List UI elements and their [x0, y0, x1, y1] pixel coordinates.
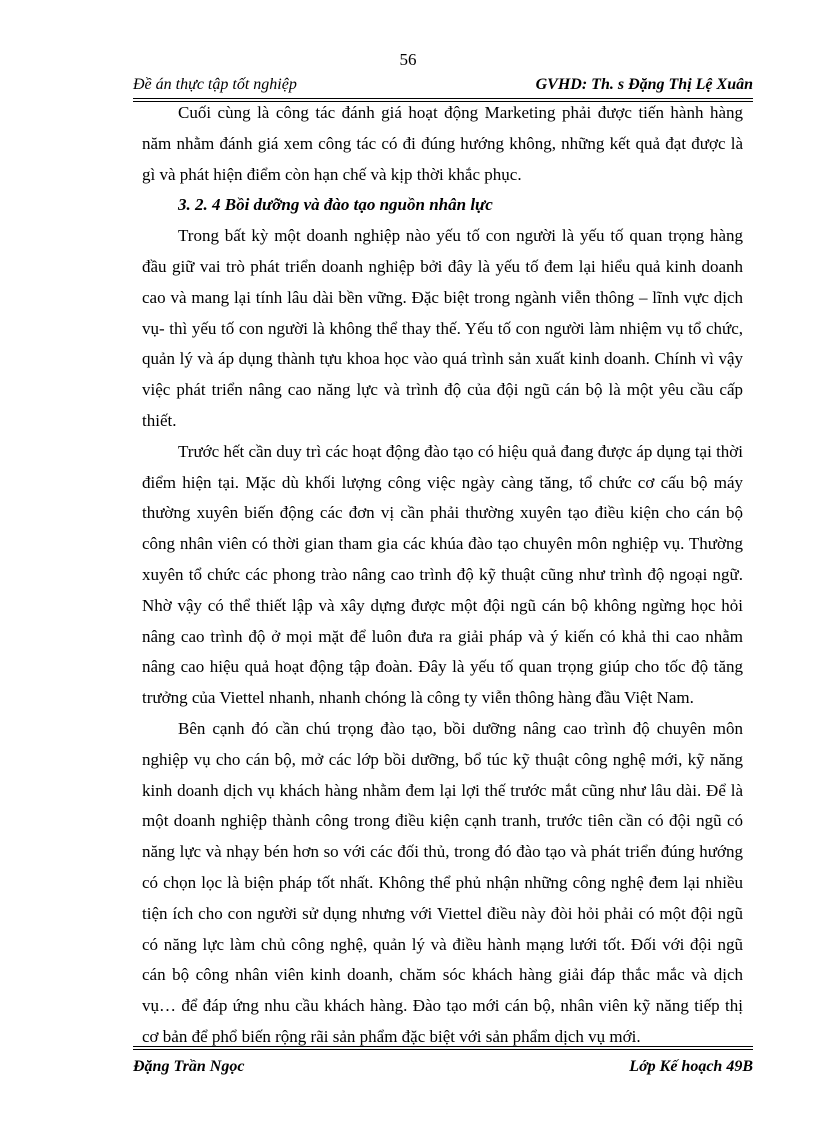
header-supervisor: GVHD: Th. s Đặng Thị Lệ Xuân [535, 76, 753, 93]
footer-class: Lớp Kế hoạch 49B [629, 1058, 753, 1075]
page-number: 56 [399, 50, 417, 69]
paragraph-training-maintenance: Trước hết cần duy trì các hoạt động đào tạo có hiệu quả đang được áp dụng tại thời điểm hiện tại. Mặc dù khối lượng công việc ngày càng tăng, tổ chức cơ cấu bộ máy thường xuyên biến động các đơn vị cần phải thường xuyên tạo điều kiện cho cán bộ công nhân viên có thời gian tham gia các khúa đào tạo chuyên môn nghiệp vụ. Thường xuyên tổ chức các phong trào nâng cao trình độ kỹ thuật cũng như trình độ ngoại ngữ. Nhờ vậy có thể thiết lập và xây dựng được một đội ngũ cán bộ không ngừng học hỏi nâng cao trình độ ở mọi mặt để luôn đưa ra giải pháp và ý kiến có khả thi cao nhằm nâng cao hiệu quả hoạt động tập đoàn. Đây là yếu tố quan trọng giúp cho tốc độ tăng trưởng của Viettel nhanh, nhanh chóng là công ty viễn thông hàng đầu Việt Nam. [142, 441, 744, 708]
document-body [142, 98, 743, 1053]
header-document-title: Đề án thực tập tốt nghiệp [133, 76, 297, 93]
paragraph-professional-development: Bên cạnh đó cần chú trọng đào tạo, bồi dưỡng nâng cao trình độ chuyên môn nghiệp vụ cho cán bộ, mở các lớp bồi dưỡng, bổ túc kỹ thuật công nghệ mới, kỹ năng kinh doanh dịch vụ khách hàng nhằm đem lại lợi thế trước mắt cũng như lâu dài. Để là một doanh nghiệp thành công trong điều kiện cạnh tranh, trước tiên cần có đội ngũ có năng lực và nhạy bén hơn so với các đối thủ, trong đó đào tạo và phát triển đúng hướng có chọn lọc là biện pháp tốt nhất. Không thể phủ nhận những công nghệ đem lại nhiều tiện ích cho con người sử dụng nhưng với Viettel điều này đòi hỏi phải có một đội ngũ có năng lực làm chủ công nghệ, quản lý và điều hành mạng lưới tốt. Đối với đội ngũ cán bộ công nhân viên kinh doanh, chăm sóc khách hàng giải đáp thắc mắc và dịch vụ… để đáp ứng nhu cầu khách hàng. Đào tạo mới cán bộ, nhân viên kỹ năng tiếp thị cơ bản để phổ biến rộng rãi sản phẩm đặc biệt với sản phẩm dịch vụ mới. [142, 718, 743, 1046]
section-heading: 3. 2. 4 Bồi dưỡng và đào tạo nguồn nhân lực [178, 195, 493, 215]
paragraph-human-factor: Trong bất kỳ một doanh nghiệp nào yếu tố con người là yếu tố quan trọng hàng đầu giữ vai trò phát triển doanh nghiệp bởi đây là yếu tố đem lại hiểu quả kinh doanh cao và mang lại tính lâu dài bền vững. Đặc biệt trong ngành viễn thông – lĩnh vực dịch vụ- thì yếu tố con người là không thể thay thế. Yếu tố con người làm nhiệm vụ tổ chức, quản lý và áp dụng thành tựu khoa học vào quá trình sản xuất kinh doanh. Chính vì vậy việc phát triển nâng cao năng lực và trình độ của đội ngũ cán bộ là một yêu cầu cấp thiết. [142, 226, 743, 430]
footer-author: Đặng Trần Ngọc [133, 1058, 245, 1075]
paragraph-marketing-evaluation: Cuối cùng là công tác đánh giá hoạt động Marketing phải được tiến hành hàng năm nhằm đánh giá xem công tác có đi đúng hướng không, những kết quả đạt được là gì và phát hiện điểm còn hạn chế và kịp thời khắc phục. [142, 103, 743, 184]
page-footer [133, 1046, 753, 1080]
